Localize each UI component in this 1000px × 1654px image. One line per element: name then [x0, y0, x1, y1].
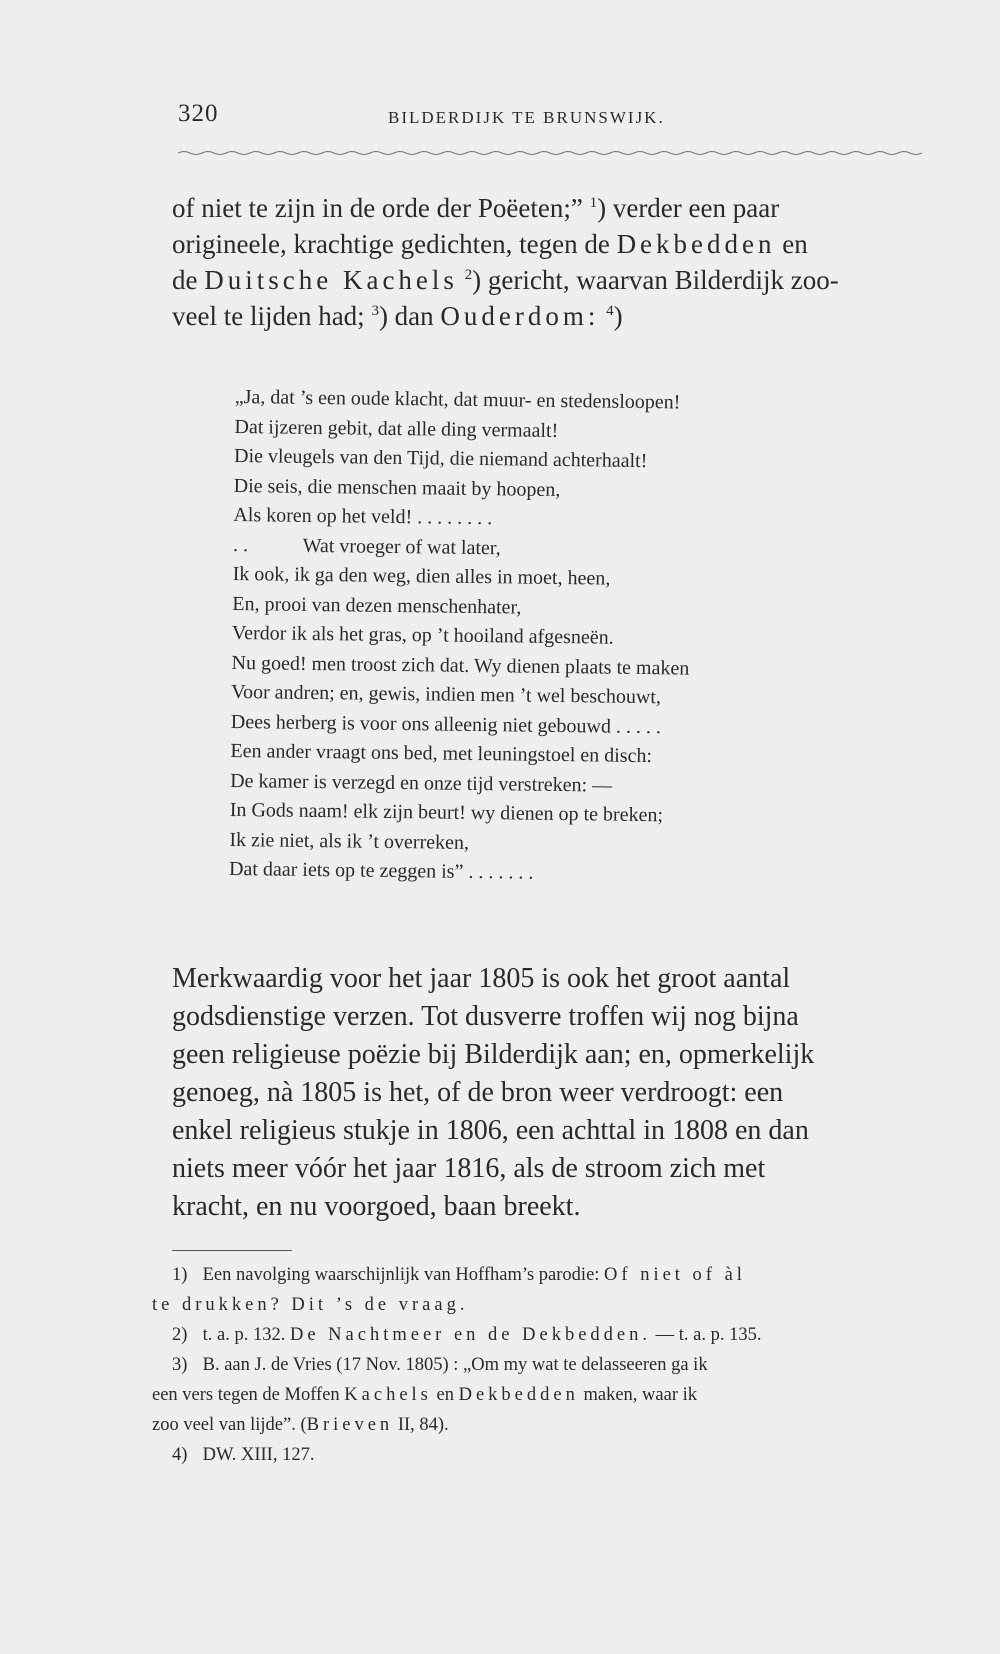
poem-line: En, prooi van dezen menschenhater, [232, 592, 522, 619]
text-line: godsdienstige verzen. Tot dusverre troffen wij nog bijna [172, 1001, 799, 1032]
spaced-title: Ouderdom: [440, 301, 600, 331]
footnote-3-continued: zoo veel van lijde”. (Brieven II, 84). [152, 1415, 449, 1435]
footnote-4: 4) DW. XIII, 127. [172, 1445, 315, 1465]
opening-paragraph [172, 190, 932, 334]
text-line: de Duitsche Kachels $^2$) gericht, waarvan Bilderdijk zoo- [172, 265, 839, 295]
main-paragraph [172, 960, 932, 1226]
poem-line: Die vleugels van den Tijd, die niemand achterhaalt! [233, 444, 648, 473]
footnote-ref[interactable]: 1 [589, 195, 598, 211]
text-line: geen religieuse poëzie bij Bilderdijk aan; en, opmerkelijk [172, 1039, 815, 1070]
poem-line: In Gods naam! elk zijn beurt! wy dienen op te breken; [229, 798, 664, 827]
text-line: enkel religieus stukje in 1806, een achttal in 1808 en dan [172, 1115, 809, 1146]
poem-line: Ik ook, ik ga den weg, dien alles in moet, heen, [232, 562, 611, 590]
footnote-2: 2) t. a. p. 132. De Nachtmeer en de Dekbedden. — t. a. p. 135. [172, 1325, 762, 1345]
text-line: niets meer vóór het jaar 1816, als de stroom zich met [172, 1153, 766, 1184]
footnote-3: 3) B. aan J. de Vries (17 Nov. 1805) : „Om my wat te delasseeren ga ik [172, 1355, 708, 1375]
running-head: BILDERDIJK TE BRUNSWIJK. [388, 108, 665, 127]
text-line: kracht, en nu voorgoed, baan breekt. [172, 1191, 581, 1222]
page-number: 320 [178, 100, 219, 127]
text-line: of niet te zijn in de orde der Poëeten;” $^1$) verder een paar [172, 193, 780, 223]
text-line: Merkwaardig voor het jaar 1805 is ook het groot aantal [172, 963, 791, 994]
spaced-title: Duitsche Kachels [204, 265, 458, 295]
poem-line: Verdor ik als het gras, op ’t hooiland afgesneën. [231, 621, 614, 649]
poem-line: Een ander vraagt ons bed, met leuningstoel en disch: [230, 739, 653, 768]
spaced-title: Dekbedden [616, 229, 776, 259]
poem-line: Voor andren; en, gewis, indien men ’t wel beschouwt, [231, 680, 662, 709]
poem-line: Dees herberg is voor ons alleenig niet gebouwd . . . . . [230, 710, 662, 738]
footnote-ref[interactable]: 4 [606, 303, 614, 319]
poem-line: Die seis, die menschen maait by hoopen, [233, 474, 561, 501]
footnotes [152, 1260, 922, 1470]
text-line: veel te lijden had; $^3$) dan Ouderdom: $^4$) [172, 301, 623, 331]
header-rule [178, 150, 923, 156]
text-line: origineele, krachtige gedichten, tegen de Dekbedden en [172, 229, 808, 259]
footnote-3-continued: een vers tegen de Moffen Kachels en Dekbedden maken, waar ik [152, 1385, 698, 1405]
poem-line: De kamer is verzegd en onze tijd verstreken: — [230, 769, 613, 797]
poem-line: „Ja, dat ’s een oude klacht, dat muur- en stedensloopen! [234, 385, 681, 414]
poem-line: Als koren op het veld! . . . . . . . . [233, 503, 493, 530]
poem-line: Nu goed! men troost zich dat. Wy dienen plaats te maken [231, 651, 690, 680]
text-line: genoeg, nà 1805 is het, of de bron weer verdroogt: een [172, 1077, 784, 1108]
footnote-rule [172, 1250, 292, 1251]
footnote-ref[interactable]: 3 [371, 303, 379, 319]
page-header [178, 100, 918, 140]
poem-quotation [229, 383, 885, 892]
footnote-1-continued: te drukken? Dit ’s de vraag. [152, 1295, 469, 1315]
poem-line: Ik zie niet, als ik ’t overreken, [229, 828, 470, 854]
footnote-ref[interactable]: 2 [464, 267, 473, 283]
poem-line: Dat ijzeren gebit, dat alle ding vermaalt! [234, 415, 559, 442]
footnote-1: 1) Een navolging waarschijnlijk van Hoffham’s parodie: Of niet of àl [172, 1265, 746, 1285]
poem-line: Dat daar iets op te zeggen is” . . . . . . . [228, 857, 534, 884]
poem-line: . . Wat vroeger of wat later, [232, 533, 501, 559]
